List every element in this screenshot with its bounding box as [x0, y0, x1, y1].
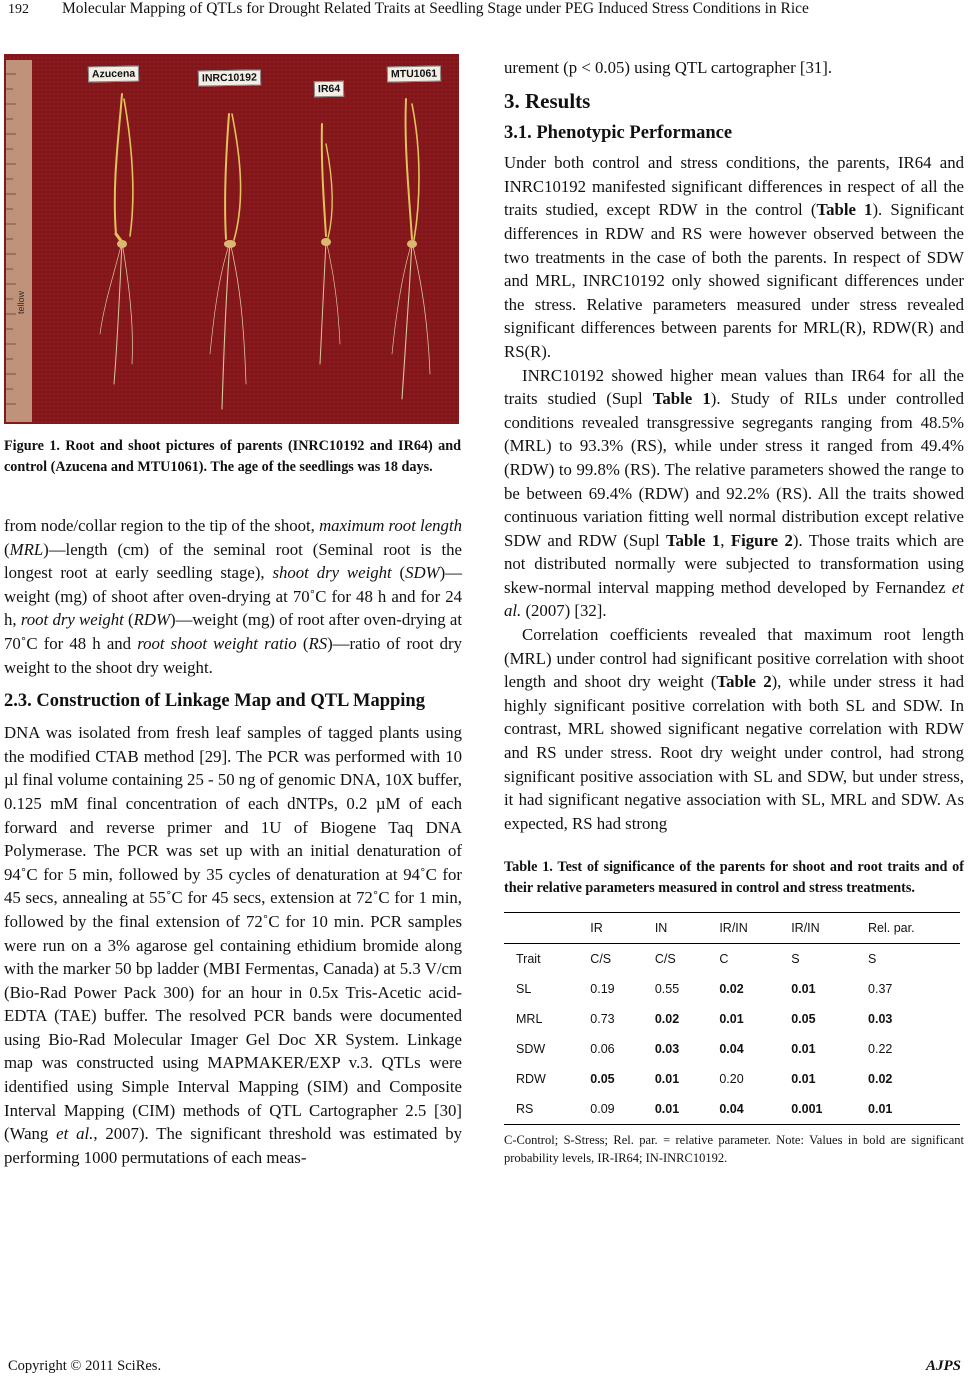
table-cell: SL	[516, 981, 532, 996]
table-cell: 0.05	[590, 1071, 615, 1086]
table-cell: 0.37	[868, 981, 893, 996]
table-cell: 0.06	[590, 1041, 615, 1056]
table-cell: 0.01	[791, 981, 816, 996]
table-cell: C	[707, 944, 779, 975]
table-cell: 0.03	[654, 1041, 680, 1056]
table-cell: 0.001	[779, 1094, 856, 1125]
table-cell: 0.01	[791, 1041, 816, 1056]
paragraph-pcr-methods: DNA was isolated from fresh leaf samples of tagged plants using the modified CTAB method [29]. The PCR was performed with 10 µl final volume containing 25 - 50 ng of genomic DNA, 10X buffer, 0.125 mM final concentration of each dNTPs, 0.2 µM of each forward and reverse primer and 1U of Biogene Taq DNA Polymerase. The PCR was set up with an initial denaturation of 94˚C for 5 min, followed by 35 cycles of denaturation at 94˚C for 45 secs, annealing at 55˚C for 45 secs, extension at 72˚C for 1 min, followed by the final extension of 72˚C for 10 min. PCR samples were run on a 3% agarose gel containing ethidium bromide along with the marker 50 bp ladder (MBI Fermentas, Canada) at 5.3 V/cm (Bio-Rad Power Pack 300) for an hour in 0.5x Tris-Acetic acid-EDTA (TAE) buffer. The resolved PCR bands were documented using Bio-Rad Molecular Imager Gel Doc XR System. Linkage map was constructed using MAPMAKER/EXP v.3. QTLs were identified using Simple Interval Mapping (SIM) and Composite Interval Mapping (CIM) methods of QTL Cartographer 2.5 [30] (Wang et al., 2007). The significant threshold was estimated by performing 1000 permutations of each meas-	[4, 723, 463, 1167]
table-1	[504, 912, 960, 1125]
label-mtu1061: MTU1061	[387, 66, 441, 83]
table-cell: 0.01	[654, 1071, 680, 1086]
running-header	[0, 0, 969, 30]
table-header-row	[504, 913, 960, 944]
label-ir64: IR64	[314, 81, 344, 98]
table-cell	[504, 913, 578, 944]
table-cell: IR	[578, 913, 643, 944]
table-row	[504, 1064, 960, 1094]
table-row	[504, 1094, 960, 1125]
running-title: Molecular Mapping of QTLs for Drought Related Traits at Seedling Stage under PEG Induced Stress Conditions in Rice	[62, 0, 809, 17]
journal-name: AJPS	[925, 1358, 961, 1374]
table-cell: IN	[643, 913, 708, 944]
label-azucena: Azucena	[88, 66, 139, 83]
table-cell: IR/IN	[779, 913, 856, 944]
table-cell: 0.03	[868, 1011, 893, 1026]
table-cell: Rel. par.	[856, 913, 960, 944]
label-inrc10192: INRC10192	[198, 69, 261, 86]
table-cell: MRL	[516, 1011, 543, 1026]
table-cell: 0.09	[578, 1094, 643, 1125]
table-cell: 0.01	[791, 1071, 816, 1086]
table-cell: Trait	[504, 944, 578, 975]
table-1-note: C-Control; S-Stress; Rel. par. = relative parameter. Note: Values in bold are significant probability levels, IR-IR64; IN-INRC10192.	[504, 1133, 964, 1166]
svg-text:tellow: tellow	[16, 290, 26, 314]
table-cell: 0.01	[856, 1094, 960, 1125]
paragraph-continued: urement (p < 0.05) using QTL cartographer [31].	[504, 58, 833, 77]
table-cell: 0.02	[654, 1011, 680, 1026]
paragraph-correlation: Correlation coefficients revealed that maximum root length (MRL) under control had significant positive correlation with shoot length and shoot dry weight (Table 2), while under stress it had highly significant positive correlation with both SL and SDW. In contrast, MRL showed significant negative correlation with RDW and RS under stress. Root dry weight under control, had strong significant positive association with SL and SDW, but under stress, it had significant negative association with SL, MRL and SDW. As expected, RS had strong	[504, 625, 964, 833]
table-subheader-row	[504, 944, 960, 975]
paragraph-rils: INRC10192 showed higher mean values than IR64 for all the traits studied (Supl Table 1). Study of RILs under controlled conditions revealed transgressive segregants ranging from 48.5% (MRL) to 93.3% (RS), while under stress it ranged from 49.4% (RDW) to 99.8% (RS). The relative parameters showed the range to be between 69.4% (RDW) and 92.2% (RS). All the traits showed continuous variation fitting well normal distribution except relative SDW and RDW (Supl Table 1, Figure 2). Those traits which are not distributed normally were subjected to transformation using skew-normal interval mapping method developed by Fernandez et al. (2007) [32].	[504, 365, 965, 621]
table-cell: RDW	[516, 1071, 546, 1086]
table-cell: 0.02	[868, 1071, 893, 1086]
section-heading-2-3: 2.3. Construction of Linkage Map and QTL Mapping	[4, 691, 425, 712]
table-cell: 0.01	[643, 1094, 708, 1125]
table-cell: 0.02	[719, 981, 744, 996]
table-cell: C/S	[643, 944, 708, 975]
table-cell: 0.05	[791, 1011, 816, 1026]
table-cell: SDW	[516, 1041, 546, 1056]
right-column	[504, 56, 964, 1167]
table-cell: 0.01	[719, 1011, 744, 1026]
paragraph-parents: Under both control and stress conditions, the parents, IR64 and INRC10192 manifested significant differences in respect of all the traits studied, except RDW in the control (Table 1). Significant differences in RDW and RS were however observed between the two treatments in the case of both the parents. In respect of SDW and MRL, INRC10192 only showed significant differences under the stress. Relative parameters measured under stress revealed significant differences between parents for MRL(R), RDW(R) and RS(R).	[504, 153, 965, 361]
table-cell: IR/IN	[707, 913, 779, 944]
table-cell: S	[779, 944, 856, 975]
table-row	[504, 1034, 960, 1064]
section-heading-results: 3. Results	[504, 88, 591, 113]
table-cell: 0.73	[590, 1011, 615, 1026]
left-column	[4, 514, 462, 1169]
page-number: 192	[8, 2, 29, 17]
table-cell: 0.22	[868, 1041, 893, 1056]
table-cell: 0.55	[654, 981, 680, 996]
table-cell: 0.04	[707, 1094, 779, 1125]
table-cell: 0.19	[590, 981, 615, 996]
copyright: Copyright © 2011 SciRes.	[8, 1358, 162, 1374]
table-cell: C/S	[578, 944, 643, 975]
seedling-photo	[4, 54, 459, 424]
table-row	[504, 974, 960, 1004]
table-cell: S	[856, 944, 960, 975]
paragraph-trait-definitions: from node/collar region to the tip of the shoot, maximum root length (MRL)—length (cm) of the seminal root (Seminal root is the longest root at early seedling stage), shoot dry weight (SDW)—weight (mg) of shoot after oven-drying at 70˚C for 48 h and for 24 h, root dry weight (RDW)—weight (mg) of root after oven-drying at 70˚C for 48 h and root shoot weight ratio (RS)—ratio of root dry weight to the shoot dry weight.	[4, 516, 463, 677]
figure-1-photo	[4, 54, 459, 424]
table-cell: RS	[504, 1094, 578, 1125]
figure-1-caption: Figure 1. Root and shoot pictures of parents (INRC10192 and IR64) and control (Azucena and MTU1061). The age of the seedlings was 18 days.	[4, 438, 461, 475]
table-cell: 0.04	[719, 1041, 744, 1056]
table-1-caption: Table 1. Test of significance of the parents for shoot and root traits and of their relative parameters measured in control and stress treatments.	[504, 859, 964, 896]
table-row	[504, 1004, 960, 1034]
section-heading-3-1: 3.1. Phenotypic Performance	[504, 123, 733, 144]
table-cell: 0.20	[719, 1071, 744, 1086]
